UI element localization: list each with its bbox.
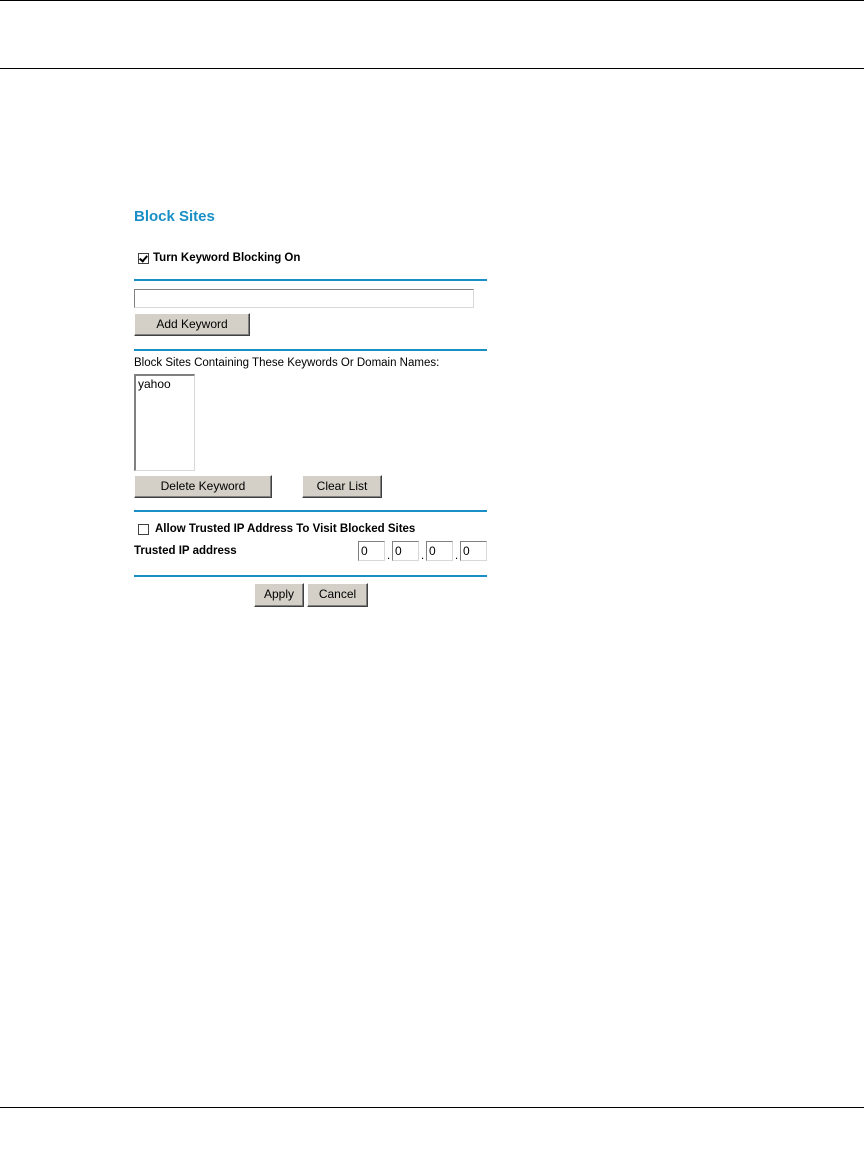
apply-button[interactable]: Apply xyxy=(254,583,304,607)
keyword-blocking-label: Turn Keyword Blocking On xyxy=(153,252,301,264)
section-divider xyxy=(134,349,487,351)
trusted-ip-row xyxy=(138,523,415,535)
ip-separator: . xyxy=(386,548,391,562)
trusted-ip-checkbox-label: Allow Trusted IP Address To Visit Blocked Sites xyxy=(155,523,416,535)
page-top-border xyxy=(0,0,864,1)
list-item[interactable]: yahoo xyxy=(138,377,171,391)
keyword-blocking-checkbox[interactable] xyxy=(138,253,149,264)
trusted-ip-checkbox[interactable] xyxy=(138,524,149,535)
ip-octet-3[interactable]: 0 xyxy=(426,541,453,561)
delete-keyword-button[interactable]: Delete Keyword xyxy=(134,475,272,498)
blocked-keywords-list[interactable] xyxy=(134,374,195,471)
keyword-input[interactable] xyxy=(134,289,474,308)
cancel-button[interactable]: Cancel xyxy=(307,583,368,607)
page-header-rule xyxy=(0,68,864,69)
trusted-ip-field xyxy=(358,541,487,561)
section-divider xyxy=(134,510,487,512)
clear-list-button[interactable]: Clear List xyxy=(302,475,382,498)
section-divider xyxy=(134,279,487,281)
section-divider xyxy=(134,575,487,577)
blocked-list-heading: Block Sites Containing These Keywords Or Domain Names: xyxy=(134,357,440,369)
add-keyword-button[interactable]: Add Keyword xyxy=(134,313,250,336)
ip-octet-1[interactable]: 0 xyxy=(358,541,385,561)
page-footer-rule xyxy=(0,1107,864,1108)
keyword-blocking-row xyxy=(138,252,300,264)
ip-octet-4[interactable]: 0 xyxy=(460,541,487,561)
page-title: Block Sites xyxy=(134,208,215,225)
ip-separator: . xyxy=(454,548,459,562)
block-sites-panel xyxy=(134,200,487,620)
trusted-ip-label: Trusted IP address xyxy=(134,545,237,557)
ip-octet-2[interactable]: 0 xyxy=(392,541,419,561)
ip-separator: . xyxy=(420,548,425,562)
